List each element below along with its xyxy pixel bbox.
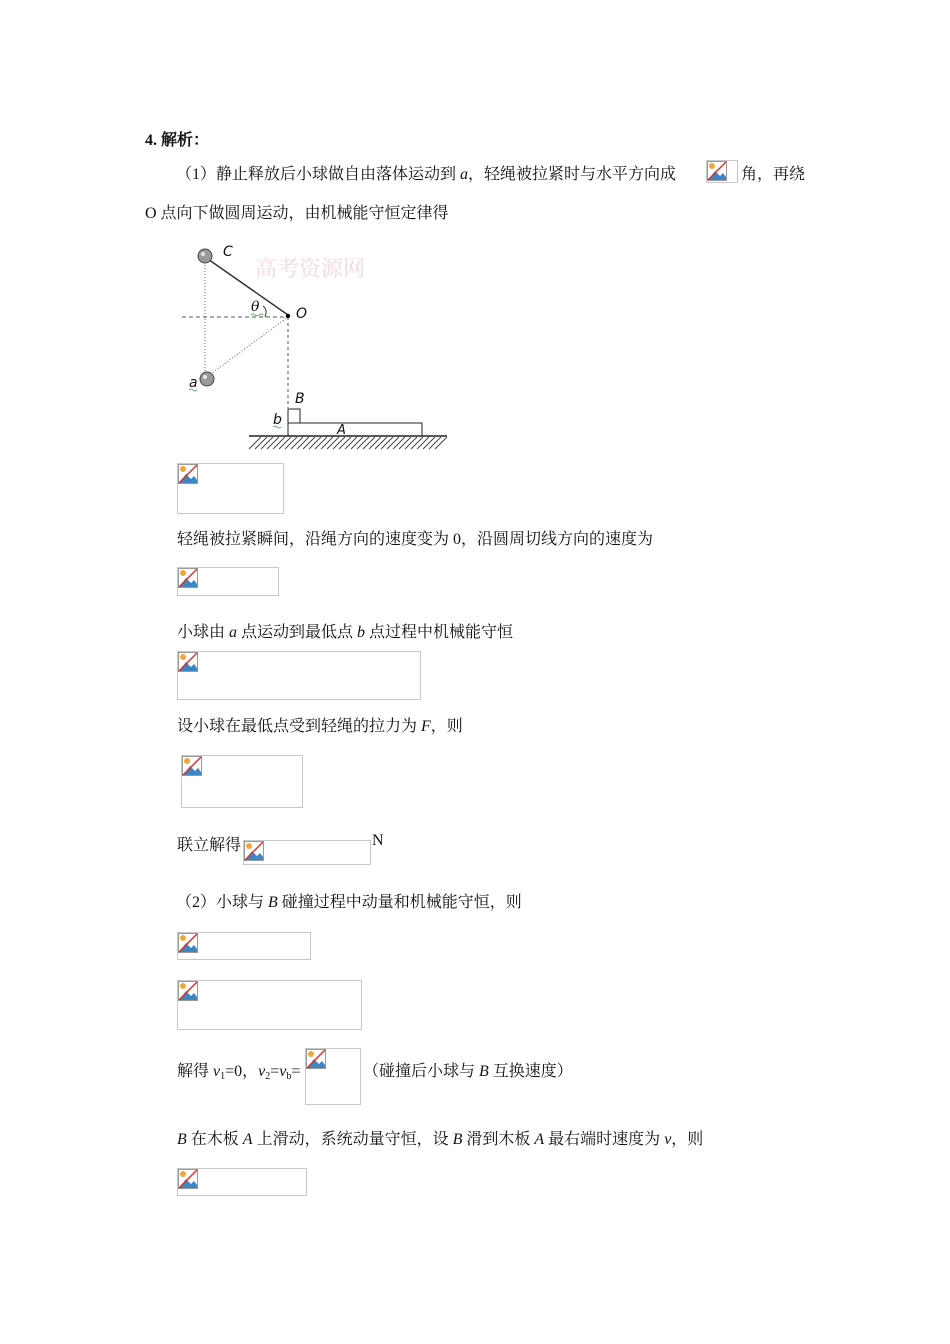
- formula-image-placeholder: [177, 463, 284, 514]
- text-solution-velocities: [177, 1058, 300, 1082]
- var-b: B: [177, 1131, 187, 1148]
- broken-image-icon: [178, 568, 198, 588]
- text-span: 最右端时速度为: [544, 1131, 665, 1148]
- ball-a: [200, 372, 214, 386]
- subscript: 2: [265, 1071, 271, 1082]
- text-span: （2）小球与: [176, 894, 269, 911]
- label-b-lower: b: [273, 412, 282, 428]
- broken-image-icon: [707, 161, 727, 181]
- text-span: =: [291, 1063, 301, 1080]
- formula-image-placeholder: [706, 160, 738, 183]
- var-a: a: [229, 624, 238, 641]
- text-span: =: [270, 1063, 280, 1080]
- unit-newton: N: [372, 832, 384, 849]
- watermark: 高考资源网: [255, 256, 366, 281]
- text-span: ，则: [430, 718, 463, 735]
- subscript: 1: [220, 1071, 226, 1082]
- text-solve-label: 联立解得: [177, 837, 242, 854]
- broken-image-icon: [306, 1049, 326, 1069]
- theta-arc: [263, 306, 266, 317]
- var-b: B: [452, 1131, 463, 1148]
- text-swap-note: [363, 1058, 573, 1081]
- text-tangent-velocity: 轻绳被拉紧瞬间，沿绳方向的速度变为 0，沿圆周切线方向的速度为: [177, 531, 654, 548]
- board-a: [288, 423, 422, 436]
- broken-image-icon: [178, 464, 198, 484]
- text-span: 设小球在最低点受到轻绳的拉力为: [177, 718, 422, 735]
- formula-image-placeholder: [177, 980, 362, 1030]
- broken-image-icon: [178, 1169, 198, 1189]
- rope-a: [208, 317, 288, 376]
- text-span: （碰撞后小球与: [363, 1063, 480, 1080]
- part1-line1-mid: ，轻绳被拉紧时与水平方向成: [468, 166, 677, 183]
- formula-image-placeholder: [181, 755, 303, 808]
- text-span: 解得: [177, 1063, 214, 1080]
- var-a: a: [460, 166, 469, 183]
- label-o: O: [296, 306, 308, 322]
- section-heading: 4. 解析：: [145, 132, 210, 149]
- var-b: B: [479, 1063, 489, 1080]
- label-a-board: A: [337, 423, 346, 438]
- formula-image-placeholder: [305, 1048, 361, 1105]
- text-span: ，则: [671, 1131, 704, 1148]
- part1-line1-pre: （1）静止释放后小球做自由落体运动到: [176, 166, 461, 183]
- label-b-upper: B: [295, 391, 305, 407]
- part1-line2: O 点向下做圆周运动，由机械能守恒定律得: [145, 205, 449, 222]
- text-span: 互换速度）: [488, 1063, 573, 1080]
- formula-image-placeholder: [177, 932, 311, 960]
- var-v: v: [213, 1063, 221, 1080]
- text-span: 点运动到最低点: [237, 624, 358, 641]
- part2-intro: [176, 889, 522, 912]
- subscript: b: [286, 1071, 292, 1082]
- text-span: 上滑动，系统动量守恒，设: [252, 1131, 453, 1148]
- var-v: v: [279, 1063, 287, 1080]
- text-span: =0，: [225, 1063, 259, 1080]
- text-span: 碰撞过程中动量和机械能守恒，则: [277, 894, 522, 911]
- formula-image-placeholder: [177, 1168, 307, 1196]
- var-a: A: [242, 1131, 253, 1148]
- formula-image-placeholder: [177, 567, 279, 596]
- text-span: 在木板: [186, 1131, 243, 1148]
- part1-line1-post: 角，再绕: [741, 166, 806, 183]
- var-f: F: [421, 718, 431, 735]
- label-a: a: [189, 375, 198, 391]
- ball-c: [198, 249, 212, 263]
- formula-image-placeholder: [177, 651, 421, 700]
- broken-image-icon: [178, 652, 198, 672]
- label-theta: θ: [251, 299, 260, 315]
- block-b: [288, 409, 300, 423]
- var-v: v: [664, 1131, 672, 1148]
- text-span: 滑到木板: [462, 1131, 535, 1148]
- broken-image-icon: [182, 756, 202, 776]
- label-c: C: [223, 244, 233, 260]
- ground-hatch: [249, 437, 447, 449]
- text-span: 小球由: [177, 624, 230, 641]
- var-v: v: [258, 1063, 266, 1080]
- text-span: 点过程中机械能守恒: [365, 624, 514, 641]
- pendulum-diagram: [175, 238, 455, 453]
- formula-image-placeholder: [243, 840, 371, 865]
- point-o: [286, 314, 290, 318]
- broken-image-icon: [178, 933, 198, 953]
- part1-line1: [176, 161, 676, 184]
- text-tension: [177, 713, 463, 736]
- broken-image-icon: [178, 981, 198, 1001]
- var-a: A: [534, 1131, 545, 1148]
- text-energy-conservation: [177, 619, 513, 642]
- var-b: b: [357, 624, 366, 641]
- text-board-sliding: [177, 1126, 703, 1149]
- var-b: B: [268, 894, 278, 911]
- broken-image-icon: [244, 841, 264, 861]
